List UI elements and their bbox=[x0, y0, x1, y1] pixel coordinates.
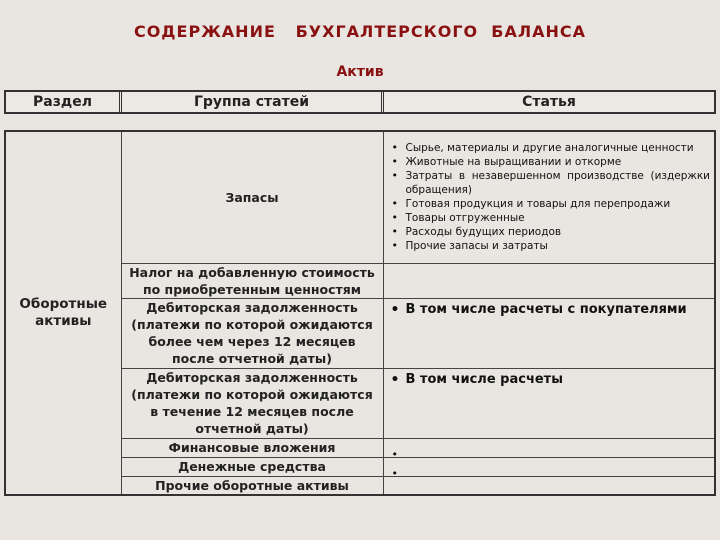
list-item: • Расходы будущих периодов bbox=[406, 225, 711, 239]
list-item: • Готовая продукция и товары для перепродажи bbox=[406, 197, 711, 211]
list-item: • Сырье, материалы и другие аналогичные ценности bbox=[406, 141, 711, 155]
group-cell-zapasy: Запасы bbox=[121, 131, 383, 263]
group-cell-fin: Финансовые вложения bbox=[121, 438, 383, 457]
group-cell-debit-long: Дебиторская задолженность (платежи по которой ожидаются более чем через 12 месяцев после отчетной даты) bbox=[121, 298, 383, 368]
group-cell-money: Денежные средства bbox=[121, 457, 383, 476]
page-title: СОДЕРЖАНИЕ БУХГАЛТЕРСКОГО БАЛАНСА bbox=[133, 22, 587, 41]
column-header-article: Статья bbox=[522, 94, 576, 110]
group-cell-debit-short: Дебиторская задолженность (платежи по которой ожидаются в течение 12 месяцев после отчетной даты) bbox=[121, 368, 383, 438]
column-header-group: Группа статей bbox=[122, 92, 384, 112]
article-list-debit-short bbox=[384, 369, 715, 391]
table-header bbox=[4, 90, 716, 114]
column-header-section: Раздел bbox=[6, 92, 122, 112]
list-item: • Товары отгруженные bbox=[406, 211, 711, 225]
section-cell: Оборотные активы bbox=[5, 131, 121, 495]
article-cell-zapasy bbox=[383, 131, 715, 263]
article-list-money bbox=[384, 465, 715, 469]
page-subtitle: Актив bbox=[336, 64, 384, 80]
group-cell-nds: Налог на добавленную стоимость по приобретенным ценностям bbox=[121, 263, 383, 298]
article-cell-nds bbox=[383, 263, 715, 298]
article-cell-fin bbox=[383, 438, 715, 457]
article-list-fin bbox=[384, 446, 715, 450]
list-item: • Затраты в незавершенном производстве (издержки обращения) bbox=[406, 169, 711, 197]
list-item: • В том числе расчеты с покупателями bbox=[406, 301, 711, 319]
list-item: • В том числе расчеты bbox=[406, 371, 711, 389]
list-item: • Прочие запасы и затраты bbox=[406, 239, 711, 253]
article-list-debit-long bbox=[384, 299, 715, 321]
balance-table bbox=[4, 130, 716, 496]
article-cell-debit-short bbox=[383, 368, 715, 438]
article-list-zapasy bbox=[384, 139, 715, 255]
article-cell-debit-long bbox=[383, 298, 715, 368]
table-row bbox=[5, 131, 715, 263]
article-cell-other bbox=[383, 476, 715, 495]
list-item: • Животные на выращивании и откорме bbox=[406, 155, 711, 169]
group-cell-other: Прочие оборотные активы bbox=[121, 476, 383, 495]
article-cell-money bbox=[383, 457, 715, 476]
